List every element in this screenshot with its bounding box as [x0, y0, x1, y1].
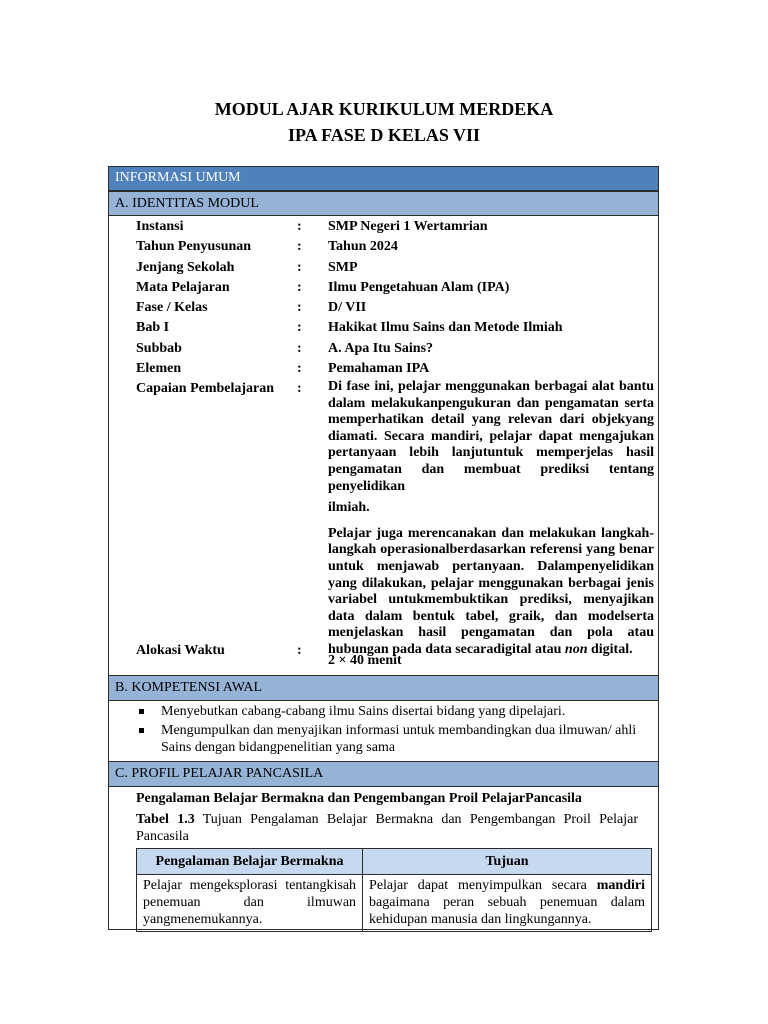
document-title	[0, 96, 768, 148]
table-header-pengalaman: Pengalaman Belajar Bermakna	[137, 849, 363, 875]
bullet-square-icon	[139, 728, 144, 733]
list-item-text: Menyebutkan cabang-cabang ilmu Sains disertai bidang yang dipelajari.	[161, 704, 566, 719]
identitas-row	[136, 359, 656, 379]
section-informasi-umum: INFORMASI UMUM	[109, 167, 658, 191]
alokasi-label: Alokasi Waktu	[136, 643, 225, 658]
identitas-row	[136, 278, 656, 298]
capaian-paragraph-2: ilmiah.	[328, 500, 370, 516]
capaian-p3-tail: digital.	[587, 641, 633, 657]
title-line-1: MODUL AJAR KURIKULUM MERDEKA	[214, 99, 554, 119]
identitas-value: SMP	[328, 259, 358, 275]
identitas-colon: :	[297, 361, 302, 377]
kompetensi-list	[136, 703, 640, 758]
identitas-row	[136, 318, 656, 338]
identitas-label: Capaian Pembelajaran	[136, 381, 275, 397]
identitas-table	[136, 217, 656, 400]
list-item	[136, 722, 640, 756]
table-row	[137, 875, 652, 932]
identitas-colon: :	[297, 300, 302, 316]
list-item	[136, 703, 640, 720]
module-info-frame	[108, 166, 659, 930]
tujuan-text: Pelajar dapat menyimpulkan secara	[369, 878, 597, 893]
table-caption-text: Tujuan Pengalaman Belajar Bermakna dan Pengembangan Proil Pelajar Pancasila	[136, 812, 638, 844]
capaian-p3-text: Pelajar juga merencanakan dan melakukan langkah-langkah operasionalberdasarkan referensi yang benar untuk menjawab pertanyaan. Dalampenyelidikan yang dilakukan, pelajar menggunakan berbagai jenis variabel untukmembuktikan prediksi, menyajikan data dalam bentuk tabel, graik, dan modelserta menjelaskan hasil pengamatan dan pola atau hubungan pada data secaradigital atau	[328, 525, 654, 657]
identitas-label: Tahun Penyusunan	[136, 239, 252, 255]
identitas-row	[136, 258, 656, 278]
capaian-paragraph-1: Di fase ini, pelajar menggunakan berbagai alat bantu dalam melakukanpengukuran dan pengamatan serta memperhatikan detail yang relevan dari objekyang diamati. Secara mandiri, pelajar dapat mengajukan pertanyaan lebih lanjutuntuk memperjelas hasil pengamatan dan membuat prediksi tentang penyelidikan	[328, 379, 654, 494]
table-cell-tujuan	[363, 875, 652, 932]
table-header-tujuan: Tujuan	[363, 849, 652, 875]
tujuan-tail: bagaimana peran sebuah penemuan dalam kehidupan manusia dan lingkungannya.	[369, 895, 645, 927]
bullet-square-icon	[139, 709, 144, 714]
identitas-value: Ilmu Pengetahuan Alam (IPA)	[328, 279, 510, 295]
identitas-colon: :	[297, 320, 302, 336]
pengalaman-table	[136, 848, 652, 932]
identitas-colon: :	[297, 340, 302, 356]
identitas-label: Elemen	[136, 361, 182, 377]
section-identitas-modul: A. IDENTITAS MODUL	[109, 191, 658, 216]
list-item-text: Mengumpulkan dan menyajikan informasi untuk membandingkan dua ilmuwan/ ahli Sains dengan bidangpenelitian yang sama	[161, 723, 637, 755]
capaian-paragraph-3	[328, 526, 654, 659]
identitas-colon: :	[297, 381, 302, 397]
capaian-pembelajaran-text	[328, 379, 654, 659]
identitas-value: Tahun 2024	[328, 239, 398, 255]
tujuan-bold: mandiri	[596, 878, 645, 893]
identitas-label: Bab I	[136, 320, 170, 336]
identitas-row	[136, 339, 656, 359]
table-caption	[136, 811, 638, 845]
pengalaman-title: Pengalaman Belajar Bermakna dan Pengembangan Proil PelajarPancasila	[136, 791, 582, 806]
table-cell-pengalaman: Pelajar mengeksplorasi tentangkisah penemuan dan ilmuwan yangmenemukannya.	[137, 875, 363, 932]
identitas-colon: :	[297, 259, 302, 275]
identitas-label: Fase / Kelas	[136, 300, 208, 316]
identitas-colon: :	[297, 219, 302, 234]
section-kompetensi-awal: B. KOMPETENSI AWAL	[109, 675, 658, 701]
identitas-colon: :	[297, 279, 302, 295]
section-profil-pelajar: C. PROFIL PELAJAR PANCASILA	[109, 761, 658, 787]
identitas-label: Instansi	[136, 219, 184, 234]
identitas-value: A. Apa Itu Sains?	[328, 340, 434, 356]
identitas-value: Pemahaman IPA	[328, 361, 430, 377]
identitas-value: D/ VII	[328, 300, 367, 316]
identitas-label: Mata Pelajaran	[136, 279, 230, 295]
identitas-value: SMP Negeri 1 Wertamrian	[328, 219, 488, 234]
identitas-row	[136, 298, 656, 318]
identitas-colon: :	[297, 239, 302, 255]
title-line-2: IPA FASE D KELAS VII	[287, 125, 481, 145]
identitas-row	[136, 237, 656, 257]
capaian-p3-italic: non	[564, 641, 588, 657]
table-header-row	[137, 849, 652, 875]
identitas-value: Hakikat Ilmu Sains dan Metode Ilmiah	[328, 320, 563, 336]
identitas-row	[136, 217, 656, 237]
identitas-label: Subbab	[136, 340, 182, 356]
table-caption-number: Tabel 1.3	[136, 812, 195, 827]
identitas-label: Jenjang Sekolah	[136, 259, 235, 275]
alokasi-colon: :	[297, 643, 302, 658]
alokasi-value: 2 × 40 menit	[328, 653, 402, 668]
